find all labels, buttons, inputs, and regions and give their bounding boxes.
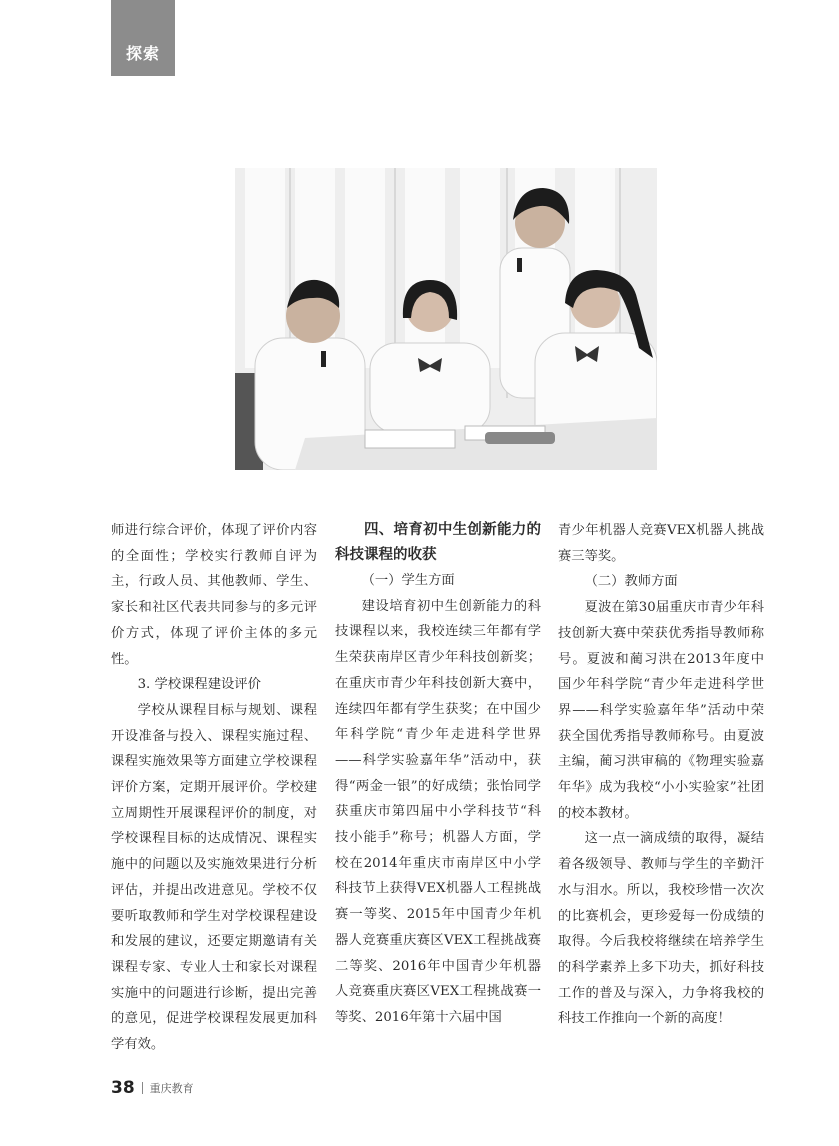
paragraph: 这一点一滴成绩的取得，凝结着各级领导、教师与学生的辛勤汗水与泪水。所以，我校珍惜一次次的比赛机会，更珍爱每一份成绩的取得。今后我校将继续在培养学生的科学素养上多下功夫，抓好科技工作的普及与深入，力争将我校的科技工作推向一个新的高度！ (558, 831, 764, 1027)
subsection-title: 3. 学校课程建设评价 (137, 677, 261, 693)
paragraph: 夏波在第30届重庆市青少年科技创新大赛中荣获优秀指导教师称号。夏波和蔺习洪在2013年度中国少年科学院“青少年走进科学世界——科学实验嘉年华”活动中荣获全国优秀指导教师称号。由夏波主编，蔺习洪审稿的《物理实验嘉年华》成为我校“小小实验家”社团的校本教材。 (558, 600, 764, 821)
paragraph: 建设培育初中生创新能力的科技课程以来，我校连续三年都有学生荣获南岸区青少年科技创新奖；在重庆市青少年科技创新大赛中，连续四年都有学生获奖；在中国少年科学院“青少年走进科学世界——科学实验嘉年华”活动中，获得“两金一银”的好成绩；张怡同学获重庆市第四届中小学科技节“科技小能手”称号；机器人方面，学校在2014年重庆市南岸区中小学科技节上获得VEX机器人工程挑战赛一等奖、2015年中国青少年机器人竞赛重庆赛区VEX工程挑战赛二等奖、2016年中国青少年机器人竞赛重庆赛区VEX工程挑战赛一等奖、2016年第十六届中国 (335, 598, 541, 1025)
footer-divider (142, 1082, 143, 1094)
subsection-heading: （二）教师方面 (584, 574, 678, 590)
magazine-name: 重庆教育 (149, 1082, 194, 1095)
subsection-heading: （一）学生方面 (361, 573, 455, 588)
page-number: 38 (111, 1078, 135, 1098)
section-heading: 四、培育初中生创新能力的科技课程的收获 (335, 522, 541, 563)
left-column (111, 518, 317, 1058)
right-column (558, 518, 764, 1032)
paragraph: 师进行综合评价，体现了评价内容的全面性；学校实行教师自评为主，行政人员、其他教师、学生、家长和社区代表共同参与的多元评价方式，体现了评价主体的多元性。 (111, 523, 317, 667)
section-tab-label: 探索 (125, 44, 160, 63)
middle-column (335, 518, 541, 1031)
paragraph: 青少年机器人竞赛VEX机器人挑战赛三等奖。 (558, 523, 764, 564)
paragraph: 学校从课程目标与规划、课程开设准备与投入、课程实施过程、课程实施效果等方面建立学校课程评价方案，定期开展评价。学校建立周期性开展课程评价的制度，对学校课程目标的达成情况、课程实施中的问题以及实施效果进行分析评估，并提出改进意见。学校不仅要听取教师和学生对学校课程建设和发展的建议，还要定期邀请有关课程专家、专业人士和家长对课程实施中的问题进行诊断，提出完善的意见，促进学校课程发展更加科学有效。 (111, 702, 317, 1053)
page-footer (111, 1077, 194, 1099)
students-photo (235, 168, 657, 470)
section-tab (111, 0, 175, 76)
students-photo-icon (235, 168, 657, 470)
